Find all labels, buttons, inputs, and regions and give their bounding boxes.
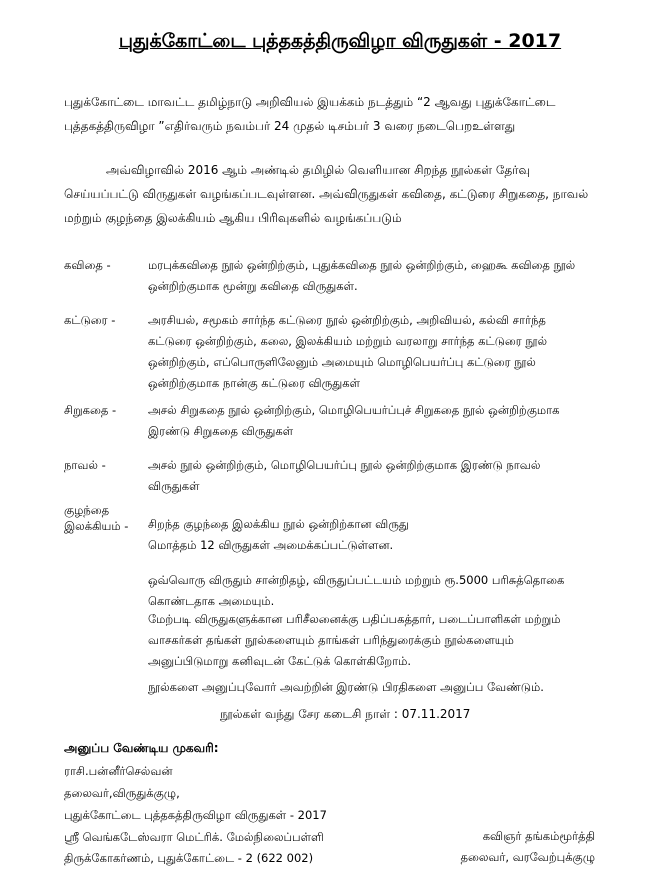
category-label-children-1: குழந்தை bbox=[64, 503, 110, 517]
address-line: ராசி.பன்னீர்செல்வன் bbox=[64, 764, 173, 778]
signatory-name: கவிஞர் தங்கம்மூர்த்தி bbox=[482, 829, 595, 843]
category-desc-children: சிறந்த குழந்தை இலக்கிய நூல் ஒன்றிற்கான விருது bbox=[148, 517, 409, 531]
copies-note: நூல்களை அனுப்புவோர் அவற்றின் இரண்டு பிரதிகளை அனுப்ப வேண்டும். bbox=[148, 680, 544, 694]
address-line: புதுக்கோட்டை புத்தகத்திருவிழா விருதுகள் - 2017 bbox=[64, 808, 327, 822]
address-line: திருக்கோகர்ணம், புதுக்கோட்டை - 2 (622 002) bbox=[64, 851, 314, 865]
prize-paragraph: ஒவ்வொரு விருதும் சான்றிதழ், விருதுப்பட்டயம் மற்றும் ரூ.5000 பரிசுத்தொகை கொண்டதாக அமையும். bbox=[148, 573, 565, 608]
address-line: தலைவர்,விருதுக்குழு, bbox=[64, 786, 180, 800]
category-desc-poetry: மரபுக்கவிதை நூல் ஒன்றிற்கும், புதுக்கவிதை நூல் ஒன்றிற்கும், ஹைகூ கவிதை நூல் ஒன்றிற்குமாக மூன்று கவிதை விருதுகள். bbox=[148, 258, 576, 293]
category-desc-essay: அரசியல், சமூகம் சார்ந்த கட்டுரை நூல் ஒன்றிற்கும், அறிவியல், கல்வி சார்ந்த கட்டுரை ஒன்றிற்கும், கலை, இலக்கியம் மற்றும் வரலாறு சார்ந்த கட்டுரை நூல் ஒன்றிற்கும், எப்பொருளிலேனும் அமையும் மொழிபெயர்ப்பு கட்டுரை நூல் ஒன்றிற்குமாக நான்கு கட்டுரை விருதுகள் bbox=[148, 313, 548, 390]
category-label-poetry: கவிதை - bbox=[64, 258, 111, 272]
intro-paragraph: புதுக்கோட்டை மாவட்ட தமிழ்நாடு அறிவியல் இயக்கம் நடத்தும் “2 ஆவது புதுக்கோட்டை புத்தகத்திருவிழா ”எதிர்வரும் நவம்பர் 24 முதல் டிசம்பர் 3 வரை நடைபெறஉள்ளது bbox=[64, 95, 556, 133]
address-line: ஸ்ரீ வெங்கடேஸ்வரா மெட்ரிக். மேல்நிலைப்பள்ளி bbox=[64, 830, 324, 844]
total-awards: மொத்தம் 12 விருதுகள் அமைக்கப்பட்டுள்ளன. bbox=[148, 538, 394, 552]
deadline-date: நூல்கள் வந்து சேர கடைசி நாள் : 07.11.2017 bbox=[220, 707, 471, 721]
signatory-role: தலைவர், வரவேற்புக்குழு bbox=[460, 850, 595, 864]
category-label-essay: கட்டுரை - bbox=[64, 313, 116, 327]
category-desc-novel: அசல் நூல் ஒன்றிற்கும், மொழிபெயர்ப்பு நூல் ஒன்றிற்குமாக இரண்டு நாவல் விருதுகள் bbox=[148, 458, 541, 493]
request-paragraph: மேற்படி விருதுகளுக்கான பரிசீலனைக்கு பதிப்பகத்தார், படைப்பாளிகள் மற்றும் வாசகர்கள் தங்கள் நூல்களையும் தாங்கள் பரிந்துரைக்கும் நூல்களையும் அனுப்பிடுமாறு கனிவுடன் கேட்டுக் கொள்கிறோம். bbox=[148, 612, 561, 668]
category-label-novel: நாவல் - bbox=[64, 458, 106, 472]
category-label-short-story: சிறுகதை - bbox=[64, 403, 117, 417]
category-desc-short-story: அசல் சிறுகதை நூல் ஒன்றிற்கும், மொழிபெயர்ப்புச் சிறுகதை நூல் ஒன்றிற்குமாக இரண்டு சிறுகதை விருதுகள் bbox=[148, 403, 560, 438]
overview-paragraph: அவ்விழாவில் 2016 ஆம் அண்டில் தமிழில் வெளியான சிறந்த நூல்கள் தேர்வு செய்யப்பட்டு விருதுகள் வழங்கப்படவுள்ளன. அவ்விருதுகள் கவிதை, கட்டுரை சிறுகதை, நாவல் மற்றும் குழந்தை இலக்கியம் ஆகிய பிரிவுகளில் வழங்கப்படும் bbox=[64, 163, 589, 225]
category-label-children-2: இலக்கியம் - bbox=[64, 519, 129, 533]
address-heading: அனுப்ப வேண்டிய முகவரி: bbox=[64, 741, 219, 755]
page-title: புதுக்கோட்டை புத்தகத்திருவிழா விருதுகள் - 2017 bbox=[118, 30, 562, 52]
